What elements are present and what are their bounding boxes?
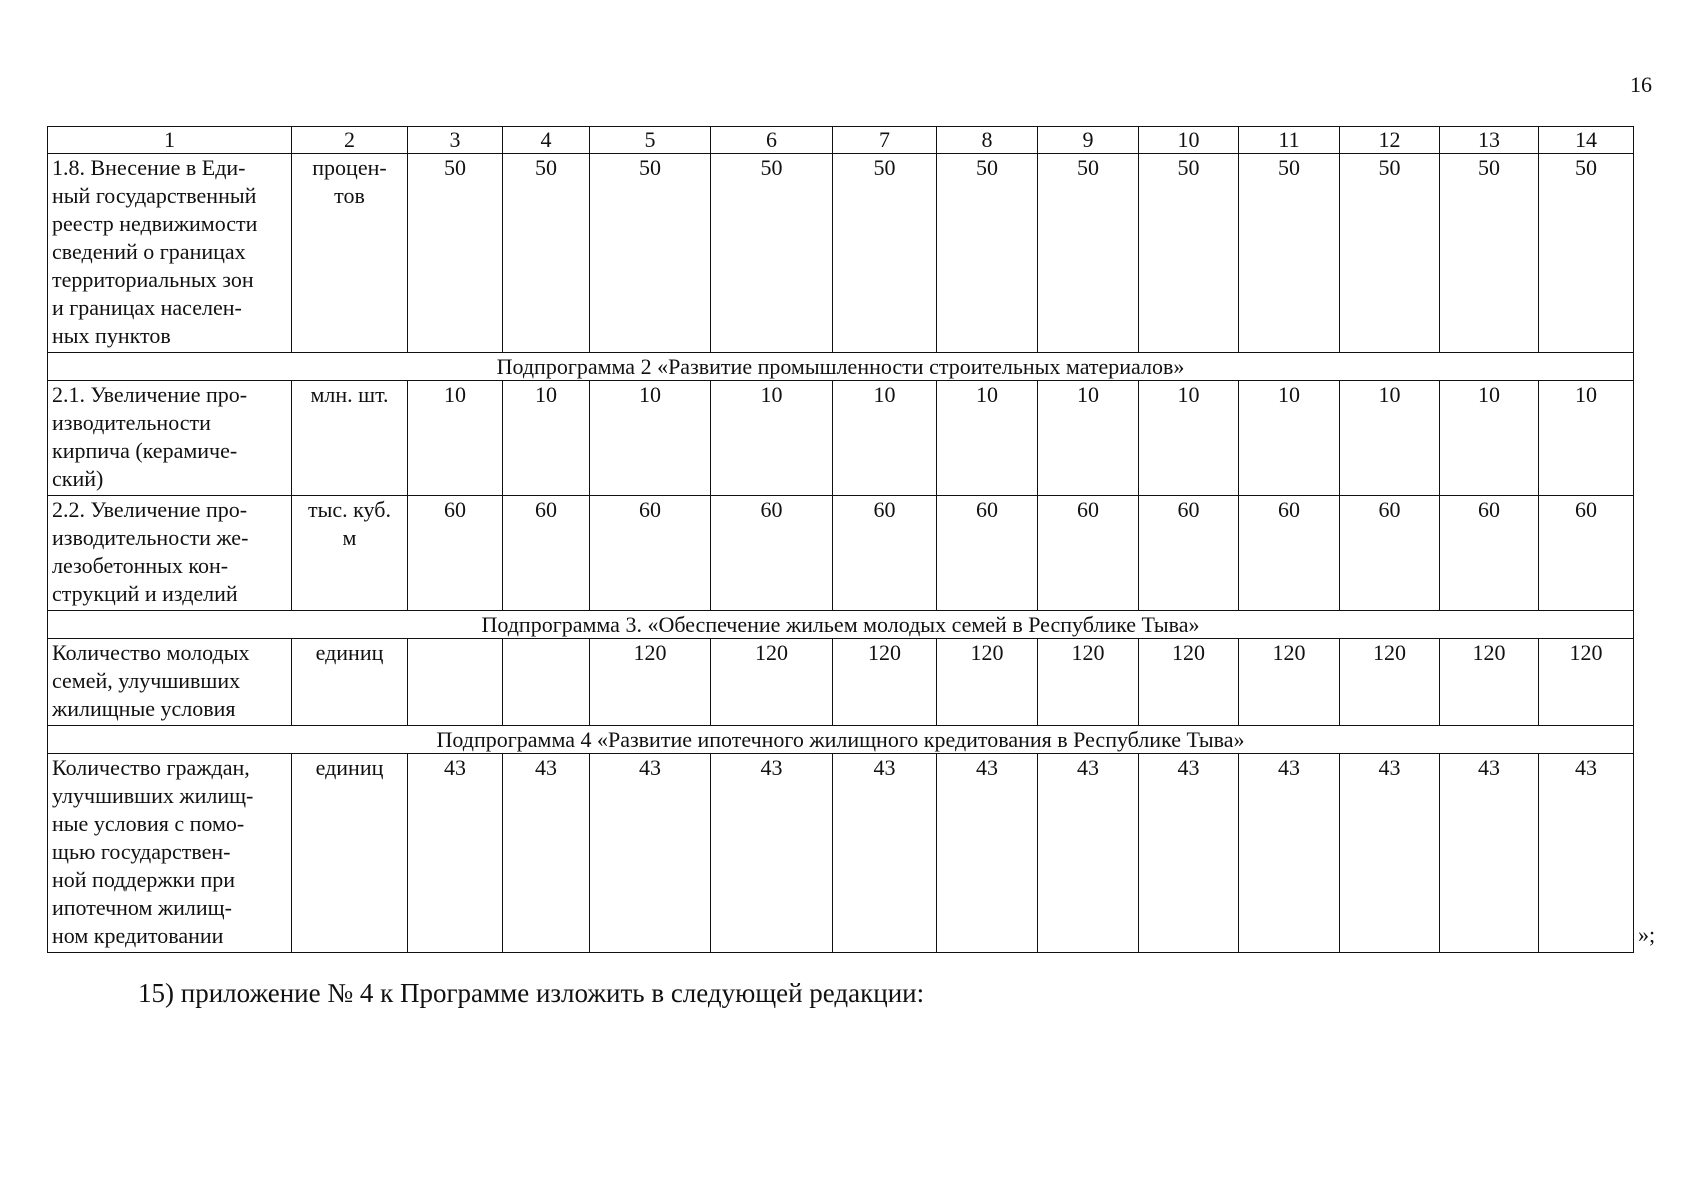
value-cell: 60 [711,496,833,611]
value-cell: 60 [1139,496,1239,611]
subprogram-heading-row [48,353,1634,381]
value-cell: 50 [503,154,590,353]
value-cell: 43 [590,754,711,953]
header-cell: 14 [1539,127,1634,154]
value-cell: 50 [408,154,503,353]
value-cell: 50 [1440,154,1539,353]
table-row [48,496,1634,611]
table-body [48,154,1634,953]
value-cell: 120 [1440,639,1539,726]
header-cell: 3 [408,127,503,154]
unit-cell: процен- тов [292,154,408,353]
value-cell: 60 [590,496,711,611]
value-cell: 10 [1539,381,1634,496]
header-cell: 8 [937,127,1038,154]
value-cell: 60 [408,496,503,611]
value-cell: 43 [1440,754,1539,953]
value-cell: 60 [1038,496,1139,611]
value-cell [503,639,590,726]
header-cell: 9 [1038,127,1139,154]
value-cell: 10 [1139,381,1239,496]
value-cell: 60 [503,496,590,611]
value-cell: 120 [590,639,711,726]
table-row [48,754,1634,953]
indicators-table [47,126,1634,953]
value-cell: 43 [833,754,937,953]
value-cell: 120 [833,639,937,726]
header-cell: 4 [503,127,590,154]
header-row [48,127,1634,154]
value-cell: 50 [1539,154,1634,353]
value-cell: 60 [1440,496,1539,611]
value-cell: 43 [937,754,1038,953]
value-cell: 10 [1440,381,1539,496]
header-cell: 13 [1440,127,1539,154]
value-cell: 10 [937,381,1038,496]
value-cell: 10 [1239,381,1340,496]
table-row [48,639,1634,726]
header-cell: 2 [292,127,408,154]
indicator-name: Количество граждан, улучшивших жилищ- ные условия с помо- щью государствен- ной поддержки при ипотечном жилищ- ном кредитовании [48,754,292,953]
value-cell: 43 [1340,754,1440,953]
value-cell: 10 [590,381,711,496]
header-cell: 10 [1139,127,1239,154]
value-cell: 50 [937,154,1038,353]
value-cell: 60 [1539,496,1634,611]
value-cell: 43 [1539,754,1634,953]
unit-cell: тыс. куб. м [292,496,408,611]
value-cell: 10 [833,381,937,496]
indicator-name: 2.2. Увеличение про- изводительности же- лезобетонных кон- струкций и изделий [48,496,292,611]
unit-cell: млн. шт. [292,381,408,496]
value-cell: 43 [1139,754,1239,953]
value-cell: 10 [503,381,590,496]
subprogram-title: Подпрограмма 3. «Обеспечение жильем молодых семей в Республике Тыва» [48,611,1634,639]
unit-cell: единиц [292,639,408,726]
value-cell: 43 [1038,754,1139,953]
value-cell: 120 [1539,639,1634,726]
value-cell: 60 [1340,496,1440,611]
value-cell: 120 [1340,639,1440,726]
value-cell: 60 [1239,496,1340,611]
value-cell: 43 [1239,754,1340,953]
header-cell: 12 [1340,127,1440,154]
value-cell: 60 [833,496,937,611]
value-cell: 10 [1038,381,1139,496]
subprogram-title: Подпрограмма 2 «Развитие промышленности строительных материалов» [48,353,1634,381]
page-number: 16 [1630,72,1652,97]
value-cell: 120 [711,639,833,726]
header-cell: 7 [833,127,937,154]
indicator-name: 2.1. Увеличение про- изводительности кирпича (керамиче- ский) [48,381,292,496]
value-cell: 50 [711,154,833,353]
indicator-name: Количество молодых семей, улучшивших жилищные условия [48,639,292,726]
closing-quote-mark: »; [1638,922,1656,947]
value-cell [408,639,503,726]
value-cell: 50 [1038,154,1139,353]
header-cell: 1 [48,127,292,154]
subprogram-title: Подпрограмма 4 «Развитие ипотечного жилищного кредитования в Республике Тыва» [48,726,1634,754]
value-cell: 120 [1139,639,1239,726]
value-cell: 120 [1239,639,1340,726]
value-cell: 43 [408,754,503,953]
header-cell: 11 [1239,127,1340,154]
value-cell: 50 [590,154,711,353]
subprogram-heading-row [48,726,1634,754]
value-cell: 50 [1139,154,1239,353]
value-cell: 120 [937,639,1038,726]
value-cell: 43 [711,754,833,953]
header-cell: 6 [711,127,833,154]
value-cell: 50 [1239,154,1340,353]
instruction-text: 15) приложение № 4 к Программе изложить в следующей редакции: [138,978,925,1008]
unit-cell: единиц [292,754,408,953]
table-row [48,154,1634,353]
value-cell: 43 [503,754,590,953]
value-cell: 50 [1340,154,1440,353]
value-cell: 120 [1038,639,1139,726]
value-cell: 50 [833,154,937,353]
indicator-name: 1.8. Внесение в Еди- ный государственный реестр недвижимости сведений о границах территориальных зон и границах населен- ных пунктов [48,154,292,353]
value-cell: 60 [937,496,1038,611]
header-cell: 5 [590,127,711,154]
value-cell: 10 [1340,381,1440,496]
subprogram-heading-row [48,611,1634,639]
value-cell: 10 [408,381,503,496]
table-row [48,381,1634,496]
value-cell: 10 [711,381,833,496]
